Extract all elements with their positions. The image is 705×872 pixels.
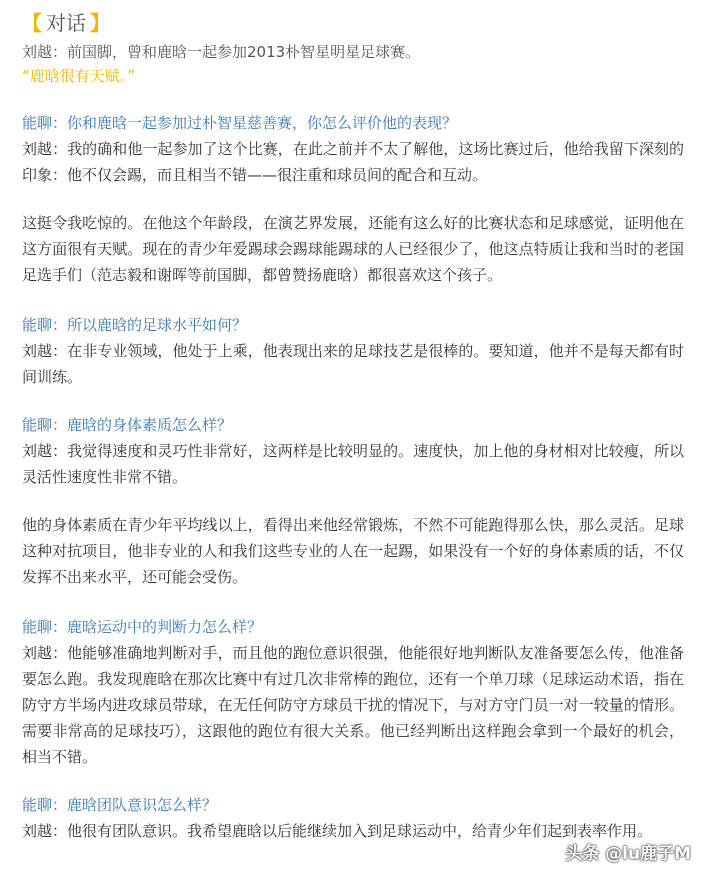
section-title-text: 对话 xyxy=(46,11,86,35)
question-5: 能聊：鹿晗团队意识怎么样？ xyxy=(22,796,218,814)
section-title xyxy=(22,8,684,38)
answer-3: 刘越：我觉得速度和灵巧性非常好，这两样是比较明显的。速度快，加上他的身材相对比较瘦，所以灵活性速度性非常不错。 xyxy=(22,442,684,486)
article xyxy=(22,8,684,844)
watermark: 头条 @lu鹿子M xyxy=(565,844,691,864)
question-3: 能聊：鹿晗的身体素质怎么样？ xyxy=(22,416,233,434)
answer-5: 刘越：他很有团队意识。我希望鹿晗以后能继续加入到足球运动中，给青少年们起到表率作用。 xyxy=(22,822,653,840)
paragraph-1: 这挺令我吃惊的。在他这个年龄段，在演艺界发展，还能有这么好的比赛状态和足球感觉，证明他在这方面很有天赋。现在的青少年爱踢球会踢球能踢球的人已经很少了，他这点特质让我和当时的老国足选手们（范志毅和谢晖等前国脚，都曾赞扬鹿晗）都很喜欢这个孩子。 xyxy=(22,214,684,284)
question-1: 能聊：你和鹿晗一起参加过朴智星慈善赛，你怎么评价他的表现？ xyxy=(22,114,458,132)
question-4: 能聊：鹿晗运动中的判断力怎么样？ xyxy=(22,618,263,636)
question-2: 能聊：所以鹿晗的足球水平如何？ xyxy=(22,316,248,334)
highlight-quote: “鹿晗很有天赋。” xyxy=(22,67,136,85)
answer-1: 刘越：我的确和他一起参加了这个比赛，在此之前并不太了解他，这场比赛过后，他给我留下深刻的印象：他不仅会踢，而且相当不错——很注重和球员间的配合和互动。 xyxy=(22,140,684,184)
bracket-close: 】 xyxy=(90,11,110,35)
answer-4: 刘越：他能够准确地判断对手，而且他的跑位意识很强，他能很好地判断队友准备要怎么传，他准备要怎么跑。我发现鹿晗在那次比赛中有过几次非常棒的跑位，还有一个单刀球（足球运动术语，指在防守方半场内进攻球员带球，在无任何防守方球员干扰的情况下，与对方守门员一对一较量的情形。需要非常高的足球技巧），这跟他的跑位有很大关系。他已经判断出这样跑会拿到一个最好的机会，相当不错。 xyxy=(22,644,684,766)
answer-2: 刘越：在非专业领域，他处于上乘，他表现出来的足球技艺是很棒的。要知道，他并不是每天都有时间训练。 xyxy=(22,342,684,386)
bracket-open: 【 xyxy=(22,11,42,35)
paragraph-2: 他的身体素质在青少年平均线以上，看得出来他经常锻炼，不然不可能跑得那么快，那么灵活。足球这种对抗项目，他非专业的人和我们这些专业的人在一起踢，如果没有一个好的身体素质的话，不仅发挥不出来水平，还可能会受伤。 xyxy=(22,516,684,586)
intro-line: 刘越：前国脚，曾和鹿晗一起参加2013朴智星明星足球赛。 xyxy=(22,43,421,61)
